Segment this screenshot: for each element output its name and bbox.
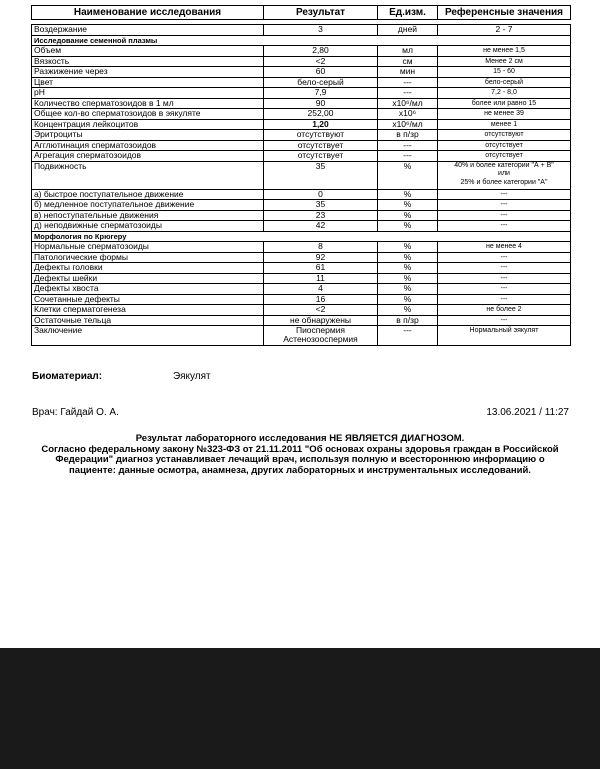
row-result: 4 bbox=[264, 284, 378, 295]
table-row bbox=[32, 77, 571, 88]
ref-line: 40% и более категории "А + В" bbox=[454, 161, 554, 169]
disclaimer-line: пациенте: данные осмотра, анамнеза, других лабораторных и инструментальных исследований. bbox=[69, 464, 531, 476]
table-row bbox=[32, 210, 571, 221]
row-name: Дефекты хвоста bbox=[32, 284, 264, 295]
row-ref: бело-серый bbox=[438, 77, 571, 88]
row-unit: --- bbox=[378, 140, 438, 151]
header-name: Наименование исследования bbox=[32, 6, 264, 20]
table-row bbox=[32, 46, 571, 57]
row-result: 92 bbox=[264, 252, 378, 263]
row-result: 42 bbox=[264, 221, 378, 232]
row-result: 61 bbox=[264, 263, 378, 274]
row-ref: --- bbox=[438, 221, 571, 232]
section-row bbox=[32, 35, 571, 46]
row-ref: --- bbox=[438, 315, 571, 326]
disclaimer bbox=[28, 434, 572, 476]
table-row bbox=[32, 151, 571, 162]
row-unit: % bbox=[378, 200, 438, 211]
row-ref: --- bbox=[438, 252, 571, 263]
row-ref: --- bbox=[438, 284, 571, 295]
table-row bbox=[32, 294, 571, 305]
row-unit: x10⁶/мл bbox=[378, 98, 438, 109]
row-unit: % bbox=[378, 161, 438, 189]
row-result: 23 bbox=[264, 210, 378, 221]
table-row bbox=[32, 98, 571, 109]
row-result: 2,80 bbox=[264, 46, 378, 57]
row-name: Агрегация сперматозоидов bbox=[32, 151, 264, 162]
row-ref: --- bbox=[438, 189, 571, 200]
row-unit: x10⁶/мл bbox=[378, 119, 438, 130]
row-result: 35 bbox=[264, 200, 378, 211]
row-ref: --- bbox=[438, 200, 571, 211]
disclaimer-line: Результат лабораторного исследования НЕ ЯВЛЯЕТСЯ ДИАГНОЗОМ. bbox=[135, 433, 465, 444]
row-ref: отсутствуют bbox=[438, 130, 571, 141]
row-name: Патологические формы bbox=[32, 252, 264, 263]
row-unit: --- bbox=[378, 326, 438, 346]
row-ref: --- bbox=[438, 273, 571, 284]
table-row bbox=[32, 315, 571, 326]
row-name: д) неподвижные сперматозоиды bbox=[32, 221, 264, 232]
row-result: 7,9 bbox=[264, 88, 378, 99]
row-result: <2 bbox=[264, 56, 378, 67]
row-unit: --- bbox=[378, 88, 438, 99]
table-row-motility bbox=[32, 161, 571, 189]
doctor-name: Врач: Гайдай О. А. bbox=[32, 407, 119, 418]
row-unit: % bbox=[378, 242, 438, 253]
row-name: Дефекты головки bbox=[32, 263, 264, 274]
row-name: Общее кол-во сперматозоидов в эякуляте bbox=[32, 109, 264, 120]
row-result: отсутствуют bbox=[264, 130, 378, 141]
row-name: Цвет bbox=[32, 77, 264, 88]
row-name: Воздержание bbox=[32, 25, 264, 36]
table-row bbox=[32, 200, 571, 211]
row-name: Сочетанные дефекты bbox=[32, 294, 264, 305]
row-result: 60 bbox=[264, 67, 378, 78]
row-result: отсутствует bbox=[264, 140, 378, 151]
row-ref: 7,2 - 8,0 bbox=[438, 88, 571, 99]
disclaimer-line: Федерации" диагноз устанавливает лечащий врач, используя полную и всестороннюю информацию о bbox=[55, 454, 545, 465]
row-result: 90 bbox=[264, 98, 378, 109]
row-result: 35 bbox=[264, 161, 378, 189]
table-row bbox=[32, 305, 571, 316]
header-reference: Референсные значения bbox=[438, 6, 571, 20]
row-unit: % bbox=[378, 284, 438, 295]
table-row bbox=[32, 67, 571, 78]
row-unit: % bbox=[378, 210, 438, 221]
ref-line: или bbox=[498, 170, 510, 177]
biomaterial-label: Биоматериал: bbox=[32, 371, 103, 382]
table-row bbox=[32, 130, 571, 141]
row-unit: в п/зр bbox=[378, 315, 438, 326]
row-unit: --- bbox=[378, 77, 438, 88]
row-name: Концентрация лейкоцитов bbox=[32, 119, 264, 130]
biomaterial bbox=[32, 371, 211, 382]
conclusion-line: Пиоспермия bbox=[295, 325, 346, 335]
row-unit: дней bbox=[378, 25, 438, 36]
row-result: 0 bbox=[264, 189, 378, 200]
row-name: Нормальные сперматозоиды bbox=[32, 242, 264, 253]
row-name: Разжижение через bbox=[32, 67, 264, 78]
row-ref: более или равно 15 bbox=[438, 98, 571, 109]
table-row bbox=[32, 140, 571, 151]
row-result: 8 bbox=[264, 242, 378, 253]
table-row bbox=[32, 221, 571, 232]
row-unit: % bbox=[378, 189, 438, 200]
row-ref: 15 - 60 bbox=[438, 67, 571, 78]
section-title-plasma: Исследование семенной плазмы bbox=[32, 35, 571, 46]
table-row bbox=[32, 109, 571, 120]
disclaimer-line: Согласно федеральному закону №323-ФЗ от 21.11.2011 "Об основах охраны здоровья граждан в Российской bbox=[41, 443, 559, 455]
row-unit: мин bbox=[378, 67, 438, 78]
row-ref: менее 1 bbox=[438, 119, 571, 130]
ref-line: 25% и более категории "А" bbox=[460, 178, 548, 186]
row-result: 1,20 bbox=[264, 119, 378, 130]
row-name: а) быстрое поступательное движение bbox=[32, 189, 264, 200]
section-title-morphology: Морфология по Крюгеру bbox=[32, 231, 571, 242]
row-ref: 2 - 7 bbox=[438, 25, 571, 36]
row-ref: отсутствует bbox=[438, 140, 571, 151]
row-ref: Нормальный эякулят bbox=[438, 326, 571, 346]
row-name: Заключение bbox=[32, 326, 264, 346]
row-result: бело-серый bbox=[264, 77, 378, 88]
table-row bbox=[32, 189, 571, 200]
table-row bbox=[32, 273, 571, 284]
row-unit: в п/зр bbox=[378, 130, 438, 141]
table-row bbox=[32, 88, 571, 99]
row-unit: % bbox=[378, 294, 438, 305]
table-row-conclusion bbox=[32, 326, 571, 346]
row-result: 16 bbox=[264, 294, 378, 305]
row-unit: % bbox=[378, 273, 438, 284]
row-ref: не менее 1,5 bbox=[438, 46, 571, 57]
row-result-conclusion bbox=[264, 326, 378, 346]
row-unit: % bbox=[378, 263, 438, 274]
row-unit: % bbox=[378, 252, 438, 263]
row-ref: не менее 39 bbox=[438, 109, 571, 120]
row-name: pH bbox=[32, 88, 264, 99]
table-row bbox=[32, 284, 571, 295]
row-name: Остаточные тельца bbox=[32, 315, 264, 326]
row-unit: x10⁶ bbox=[378, 109, 438, 120]
table-row bbox=[32, 242, 571, 253]
row-result: 11 bbox=[264, 273, 378, 284]
row-name: Подвижность bbox=[32, 161, 264, 189]
section-row bbox=[32, 231, 571, 242]
row-unit: % bbox=[378, 221, 438, 232]
header-unit: Ед.изм. bbox=[378, 6, 438, 20]
row-name: Эритроциты bbox=[32, 130, 264, 141]
header-result: Результат bbox=[264, 6, 378, 20]
results-table bbox=[31, 5, 571, 346]
biomaterial-value: Эякулят bbox=[173, 371, 211, 382]
row-result: 3 bbox=[264, 25, 378, 36]
row-ref: Менее 2 см bbox=[438, 56, 571, 67]
row-name: Агглютинация сперматозоидов bbox=[32, 140, 264, 151]
row-name: Вязкость bbox=[32, 56, 264, 67]
row-result: не обнаружены bbox=[264, 315, 378, 326]
row-name: Количество сперматозоидов в 1 мл bbox=[32, 98, 264, 109]
row-result: отсутствует bbox=[264, 151, 378, 162]
conclusion-line: Астенозооспермия bbox=[283, 334, 358, 344]
row-ref: --- bbox=[438, 263, 571, 274]
table-row bbox=[32, 263, 571, 274]
table-row bbox=[32, 119, 571, 130]
row-name: Объем bbox=[32, 46, 264, 57]
row-ref: не более 2 bbox=[438, 305, 571, 316]
table-row bbox=[32, 252, 571, 263]
row-unit: мл bbox=[378, 46, 438, 57]
table-row bbox=[32, 56, 571, 67]
row-ref: не менее 4 bbox=[438, 242, 571, 253]
row-name: Клетки сперматогенеза bbox=[32, 305, 264, 316]
row-ref-motility bbox=[438, 161, 571, 189]
row-result: 252,00 bbox=[264, 109, 378, 120]
row-unit: --- bbox=[378, 151, 438, 162]
report-datetime: 13.06.2021 / 11:27 bbox=[486, 407, 569, 418]
row-name: в) непоступательные движения bbox=[32, 210, 264, 221]
row-ref: --- bbox=[438, 210, 571, 221]
row-ref: отсутствует bbox=[438, 151, 571, 162]
row-unit: % bbox=[378, 305, 438, 316]
row-result: <2 bbox=[264, 305, 378, 316]
row-ref: --- bbox=[438, 294, 571, 305]
row-name: б) медленное поступательное движение bbox=[32, 200, 264, 211]
row-unit: см bbox=[378, 56, 438, 67]
row-name: Дефекты шейки bbox=[32, 273, 264, 284]
table-row bbox=[32, 25, 571, 36]
table-header bbox=[32, 6, 571, 20]
